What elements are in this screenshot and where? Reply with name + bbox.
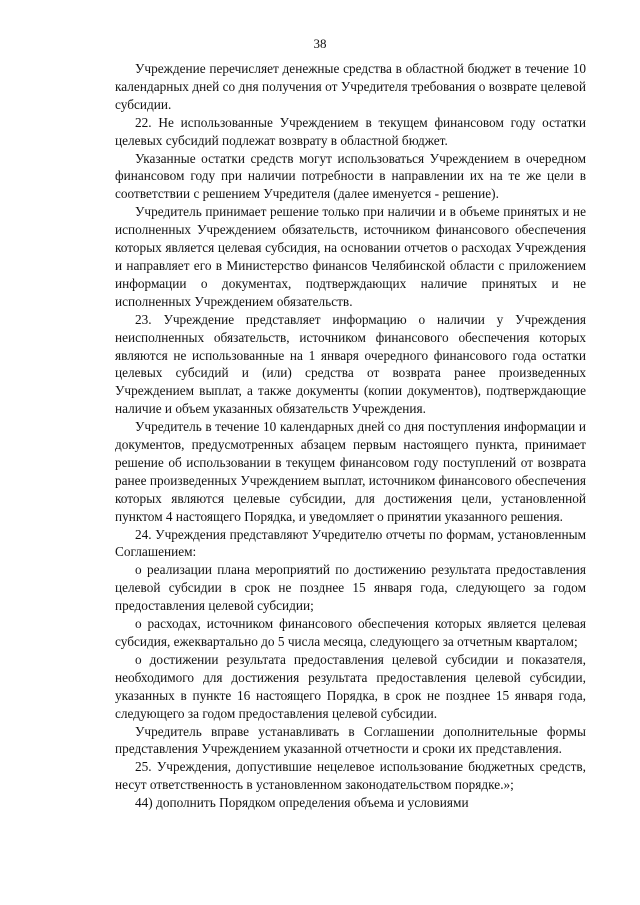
paragraph-report-plan: о реализации плана мероприятий по достижению результата предоставления целевой субсидии в срок не позднее 15 января года, следующего за годом предоставления целевой субсидии; xyxy=(115,562,586,614)
paragraph-report-results: о достижении результата предоставления целевой субсидии и показателя, необходимого для достижения результата предоставления целевой субсидии, указанных в пункте 16 настоящего Порядка, в срок не позднее 15 января года, следующего за годом предоставления целевой субсидии. xyxy=(115,651,586,721)
paragraph-additional-forms: Учредитель вправе устанавливать в Соглашении дополнительные формы представления Учреждением указанной отчетности и сроки их представления. xyxy=(115,723,586,757)
paragraph-balances-usage: Указанные остатки средств могут использоваться Учреждением в очередном финансовом году при наличии потребности в направлении их на те же цели в соответствии с решением Учредителя (далее именуется - решение). xyxy=(115,150,586,202)
paragraph-22-unused-balances: 22. Не использованные Учреждением в текущем финансовом году остатки целевых субсидий подлежат возврату в областной бюджет. xyxy=(115,114,586,148)
paragraph-founder-10-days: Учредитель в течение 10 календарных дней со дня поступления информации и документов, предусмотренных абзацем первым настоящего пункта, принимает решение об использовании в текущем финансовом году поступлений от возврата ранее произведенных Учреждением выплат, источником финансового обеспечения которых являются целевые субсидии, для достижения цели, установленной пунктом 4 настоящего Порядка, и уведомляет о принятии указанного решения. xyxy=(115,419,586,524)
paragraph-44-supplement: 44) дополнить Порядком определения объема и условиями xyxy=(135,795,469,811)
paragraph-25-responsibility: 25. Учреждения, допустившие нецелевое использование бюджетных средств, несут ответственность в установленном законодательством порядке.»; xyxy=(115,759,586,793)
paragraph-refund-obligation: Учреждение перечисляет денежные средства в областной бюджет в течение 10 календарных дней со дня получения от Учредителя требования о возврате целевой субсидии. xyxy=(115,61,586,112)
page-body xyxy=(115,60,586,812)
paragraph-23-obligations-info: 23. Учреждение представляет информацию о наличии у Учреждения неисполненных обязательств, источником финансового обеспечения которых являются не использованные на 1 января очередного финансового года остатки целевых субсидий и (или) средства от возврата ранее произведенных Учреждением выплат, а также документы (копии документов), подтверждающие наличие и объем указанных обязательств Учреждения. xyxy=(115,311,586,417)
paragraph-report-expenses: о расходах, источником финансового обеспечения которых является целевая субсидия, ежеквартально до 5 числа месяца, следующего за отчетным кварталом; xyxy=(115,616,586,649)
paragraph-founder-decision: Учредитель принимает решение только при наличии и в объеме принятых и не исполненных Учреждением обязательств, источником финансового обеспечения которых является целевая субсидия, на основании отчетов о расходах Учреждения и направляет его в Министерство финансов Челябинской области с приложением информации о документах, подтверждающих наличие принятых и не исполненных Учреждением обязательств. xyxy=(115,204,586,309)
paragraph-24-reports: 24. Учреждения представляют Учредителю отчеты по формам, установленным Соглашением: xyxy=(115,526,586,560)
page-number: 38 xyxy=(313,36,327,51)
